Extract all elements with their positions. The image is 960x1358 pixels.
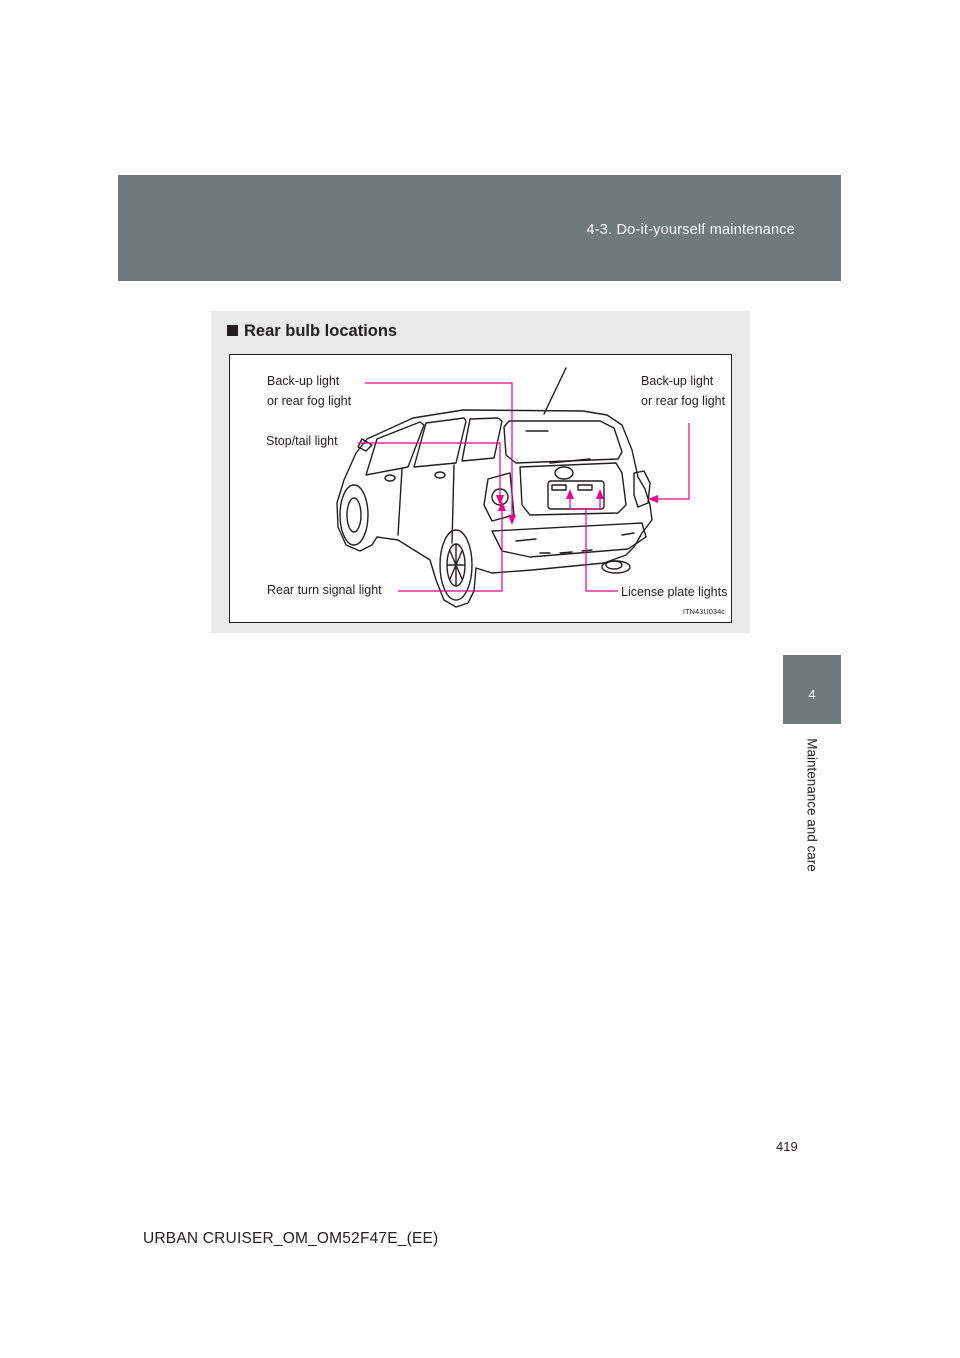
leader-backup-right (650, 423, 689, 499)
side-window-quarter (462, 418, 502, 461)
callout-backup-left-line2: or rear fog light (267, 394, 352, 408)
door-handle-front (385, 475, 395, 481)
door-line-front (398, 469, 402, 535)
rear-bulb-section (211, 311, 750, 633)
footer-document-code: URBAN CRUISER_OM_OM52F47E_(EE) (143, 1230, 439, 1247)
callout-license-plate-lights: License plate lights (621, 585, 728, 599)
leader-backup-left (365, 383, 512, 521)
figure-code: ITN43U034c (682, 607, 725, 616)
section-heading-text: Rear bulb locations (244, 322, 398, 340)
chapter-title: Maintenance and care (804, 738, 820, 872)
chapter-header-bar (118, 175, 841, 281)
leader-license-plate (570, 493, 618, 591)
section-heading (227, 322, 397, 341)
callout-backup-right-line2: or rear fog light (641, 394, 726, 408)
section-title: 4-3. Do-it-yourself maintenance (586, 222, 795, 238)
callout-stop-tail-light: Stop/tail light (266, 434, 338, 448)
rear-window (504, 421, 622, 463)
rear-lamp-right (634, 471, 650, 507)
front-wheel-rim (347, 498, 361, 532)
callout-backup-left-line1: Back-up light (267, 374, 340, 388)
exhaust-pipe (606, 561, 622, 569)
callout-backup-right-line1: Back-up light (641, 374, 714, 388)
bumper-reflectors (516, 533, 634, 541)
car-body-outline (337, 410, 652, 607)
license-plate-lamp-left (552, 485, 566, 490)
front-wheel (340, 485, 368, 545)
black-square-bullet-icon (227, 325, 238, 336)
antenna (544, 368, 566, 414)
rear-bulb-figure (229, 354, 732, 623)
page-number: 419 (776, 1139, 798, 1154)
door-handle-rear (435, 472, 445, 478)
leader-lines (358, 383, 689, 591)
rear-logo (555, 467, 573, 479)
side-mirror (358, 439, 372, 451)
callout-rear-turn-signal-light: Rear turn signal light (267, 583, 382, 597)
chapter-tab[interactable] (783, 655, 841, 724)
chapter-number: 4 (808, 687, 816, 702)
callout-backup-light-left (267, 371, 351, 411)
license-plate-lamp-right (578, 485, 592, 490)
callout-backup-light-right (641, 371, 725, 411)
